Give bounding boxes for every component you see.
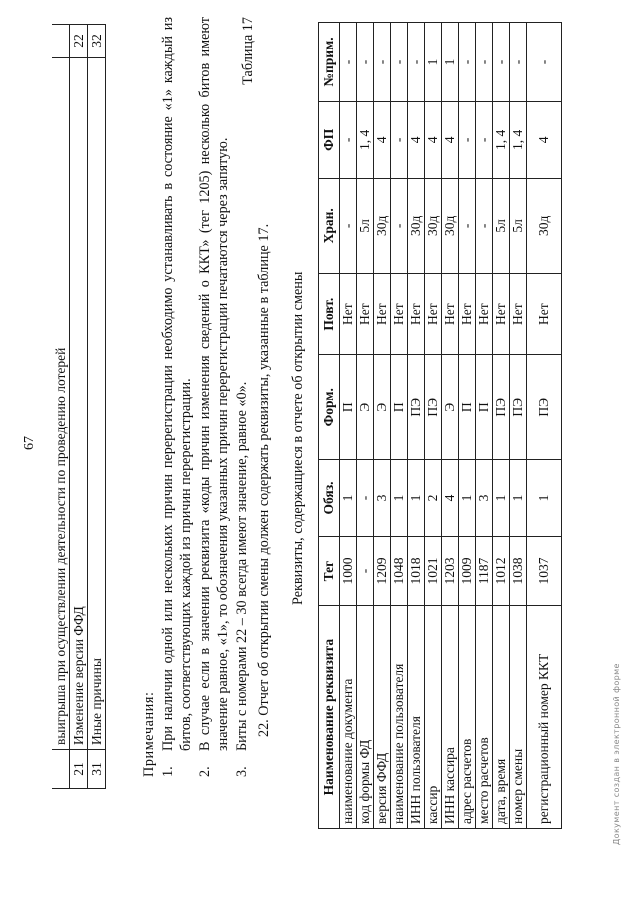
tag-cell: 1021 bbox=[425, 536, 442, 606]
format-cell: ПЭ bbox=[425, 355, 442, 460]
table-row bbox=[391, 23, 408, 829]
storage-cell: 30д bbox=[425, 178, 442, 273]
table-row bbox=[374, 23, 391, 829]
fp-cell: 4 bbox=[425, 102, 442, 179]
note-item bbox=[233, 17, 252, 777]
requisite-name-cell: кассир bbox=[425, 606, 442, 829]
format-cell: ПЭ bbox=[527, 355, 562, 460]
page-number: 67 bbox=[22, 436, 37, 450]
storage-cell: 5л bbox=[510, 178, 527, 273]
note-cell: - bbox=[476, 23, 493, 102]
reason-code-cell bbox=[52, 750, 70, 789]
fp-cell: - bbox=[340, 102, 357, 179]
table-row bbox=[52, 25, 70, 789]
repeat-cell: Нет bbox=[459, 274, 476, 355]
fp-cell: 1, 4 bbox=[510, 102, 527, 179]
format-cell: П bbox=[459, 355, 476, 460]
tag-cell: 1037 bbox=[527, 536, 562, 606]
required-cell: 1 bbox=[408, 460, 425, 537]
note-cell: - bbox=[391, 23, 408, 102]
fp-cell: 4 bbox=[527, 102, 562, 179]
fp-cell: 4 bbox=[374, 102, 391, 179]
required-cell: 1 bbox=[340, 460, 357, 537]
reason-label-cell: Изменение версии ФФД bbox=[70, 58, 88, 750]
storage-cell: 30д bbox=[374, 178, 391, 273]
requisite-name-cell: код формы ФД bbox=[357, 606, 374, 829]
format-cell: Э bbox=[442, 355, 459, 460]
storage-cell: - bbox=[459, 178, 476, 273]
note-cell: - bbox=[374, 23, 391, 102]
tag-cell: 1203 bbox=[442, 536, 459, 606]
col-fp-header: ФП bbox=[319, 102, 340, 179]
table-row bbox=[476, 23, 493, 829]
repeat-cell: Нет bbox=[425, 274, 442, 355]
section-paragraph: 22. Отчет об открытии смены должен содержать реквизиты, указанные в таблице 17. bbox=[256, 223, 272, 737]
storage-cell: - bbox=[340, 178, 357, 273]
col-required-header: Обяз. bbox=[319, 460, 340, 537]
requisite-name-cell: наименование пользователя bbox=[391, 606, 408, 829]
electronic-document-stamp: Документ создан в электронной форме bbox=[612, 663, 621, 845]
reason-code-cell: 31 bbox=[88, 750, 106, 789]
required-cell: 3 bbox=[476, 460, 493, 537]
requisite-name-cell: регистрационный номер ККТ bbox=[527, 606, 562, 829]
fp-cell: - bbox=[476, 102, 493, 179]
required-cell: 1 bbox=[459, 460, 476, 537]
tag-cell: 1187 bbox=[476, 536, 493, 606]
fp-cell: - bbox=[459, 102, 476, 179]
note-item bbox=[159, 17, 196, 777]
requisite-name-cell: наименование документа bbox=[340, 606, 357, 829]
bit-number-cell: 32 bbox=[88, 25, 106, 58]
note-cell: - bbox=[527, 23, 562, 102]
col-format-header: Форм. bbox=[319, 355, 340, 460]
col-repeat-header: Повт. bbox=[319, 274, 340, 355]
storage-cell: 5л bbox=[357, 178, 374, 273]
note-cell: 1 bbox=[442, 23, 459, 102]
required-cell: - bbox=[357, 460, 374, 537]
repeat-cell: Нет bbox=[442, 274, 459, 355]
reregistration-reasons-table-continuation bbox=[52, 24, 106, 789]
table-header-row bbox=[319, 23, 340, 829]
requisite-name-cell: место расчетов bbox=[476, 606, 493, 829]
required-cell: 2 bbox=[425, 460, 442, 537]
tag-cell: - bbox=[357, 536, 374, 606]
repeat-cell: Нет bbox=[408, 274, 425, 355]
note-item bbox=[196, 17, 233, 777]
repeat-cell: Нет bbox=[374, 274, 391, 355]
repeat-cell: Нет bbox=[340, 274, 357, 355]
repeat-cell: Нет bbox=[391, 274, 408, 355]
fp-cell: 4 bbox=[442, 102, 459, 179]
storage-cell: 30д bbox=[442, 178, 459, 273]
fp-cell: 1, 4 bbox=[493, 102, 510, 179]
fp-cell: - bbox=[391, 102, 408, 179]
note-number: 2. bbox=[196, 766, 213, 777]
fp-cell: 4 bbox=[408, 102, 425, 179]
tag-cell: 1038 bbox=[510, 536, 527, 606]
table-row bbox=[340, 23, 357, 829]
note-number: 1. bbox=[159, 766, 176, 777]
reason-label-cell: выигрыша при осуществлении деятельности по проведению лотерей bbox=[52, 58, 70, 750]
requisite-name-cell: дата, время bbox=[493, 606, 510, 829]
repeat-cell: Нет bbox=[476, 274, 493, 355]
note-cell: - bbox=[510, 23, 527, 102]
notes-block bbox=[140, 17, 274, 777]
table-row bbox=[357, 23, 374, 829]
table-caption: Реквизиты, содержащиеся в отчете об открытии смены bbox=[290, 271, 306, 605]
table-row bbox=[70, 25, 88, 789]
note-text: При наличии одной или нескольких причин перерегистрации необходимо устанавливать в состояние «1» каждый из битов, соответствующих каждой из причин перерегистрации. bbox=[159, 17, 194, 751]
format-cell: Э bbox=[374, 355, 391, 460]
required-cell: 1 bbox=[493, 460, 510, 537]
note-text: Биты с номерами 22 – 30 всегда имеют значение, равное «0». bbox=[233, 381, 250, 751]
required-cell: 1 bbox=[391, 460, 408, 537]
tag-cell: 1018 bbox=[408, 536, 425, 606]
note-cell: - bbox=[357, 23, 374, 102]
storage-cell: 5л bbox=[493, 178, 510, 273]
requisite-name-cell: адрес расчетов bbox=[459, 606, 476, 829]
note-cell: - bbox=[340, 23, 357, 102]
col-note-header: №прим. bbox=[319, 23, 340, 102]
repeat-cell: Нет bbox=[357, 274, 374, 355]
storage-cell: - bbox=[391, 178, 408, 273]
required-cell: 1 bbox=[527, 460, 562, 537]
bit-number-cell bbox=[52, 25, 70, 58]
table-row bbox=[493, 23, 510, 829]
notes-list bbox=[159, 17, 252, 777]
table-number: Таблица 17 bbox=[240, 17, 256, 85]
note-number: 3. bbox=[233, 766, 250, 777]
note-cell: - bbox=[493, 23, 510, 102]
reason-code-cell: 21 bbox=[70, 750, 88, 789]
required-cell: 1 bbox=[510, 460, 527, 537]
notes-title: Примечания: bbox=[141, 691, 157, 777]
note-cell: 1 bbox=[425, 23, 442, 102]
table-row bbox=[408, 23, 425, 829]
shift-open-report-requisites-table bbox=[318, 22, 562, 829]
tag-cell: 1048 bbox=[391, 536, 408, 606]
col-storage-header: Хран. bbox=[319, 178, 340, 273]
format-cell: ПЭ bbox=[493, 355, 510, 460]
storage-cell: - bbox=[476, 178, 493, 273]
storage-cell: 30д bbox=[527, 178, 562, 273]
table-row bbox=[88, 25, 106, 789]
table-row bbox=[442, 23, 459, 829]
fp-cell: 1, 4 bbox=[357, 102, 374, 179]
requisite-name-cell: ИНН пользователя bbox=[408, 606, 425, 829]
tag-cell: 1209 bbox=[374, 536, 391, 606]
repeat-cell: Нет bbox=[527, 274, 562, 355]
repeat-cell: Нет bbox=[510, 274, 527, 355]
tag-cell: 1000 bbox=[340, 536, 357, 606]
bit-number-cell: 22 bbox=[70, 25, 88, 58]
table-row bbox=[459, 23, 476, 829]
storage-cell: 30д bbox=[408, 178, 425, 273]
repeat-cell: Нет bbox=[493, 274, 510, 355]
requisite-name-cell: ИНН кассира bbox=[442, 606, 459, 829]
format-cell: П bbox=[476, 355, 493, 460]
format-cell: ПЭ bbox=[510, 355, 527, 460]
reason-label-cell: Иные причины bbox=[88, 58, 106, 750]
format-cell: П bbox=[340, 355, 357, 460]
table-row bbox=[527, 23, 562, 829]
tag-cell: 1012 bbox=[493, 536, 510, 606]
tag-cell: 1009 bbox=[459, 536, 476, 606]
note-cell: - bbox=[408, 23, 425, 102]
requisite-name-cell: номер смены bbox=[510, 606, 527, 829]
format-cell: Э bbox=[357, 355, 374, 460]
table-row bbox=[510, 23, 527, 829]
format-cell: ПЭ bbox=[408, 355, 425, 460]
required-cell: 3 bbox=[374, 460, 391, 537]
format-cell: П bbox=[391, 355, 408, 460]
note-cell: - bbox=[459, 23, 476, 102]
note-text: В случае если в значении реквизита «коды причин изменения сведений о ККТ» (тег 1205) несколько битов имеют значение равное, «1», то обозначения указанных причин перерегистрации печатаются через запятую. bbox=[196, 17, 231, 751]
col-tag-header: Тег bbox=[319, 536, 340, 606]
required-cell: 4 bbox=[442, 460, 459, 537]
table-row bbox=[425, 23, 442, 829]
requisite-name-cell: версия ФФД bbox=[374, 606, 391, 829]
col-name-header: Наименование реквизита bbox=[319, 606, 340, 829]
